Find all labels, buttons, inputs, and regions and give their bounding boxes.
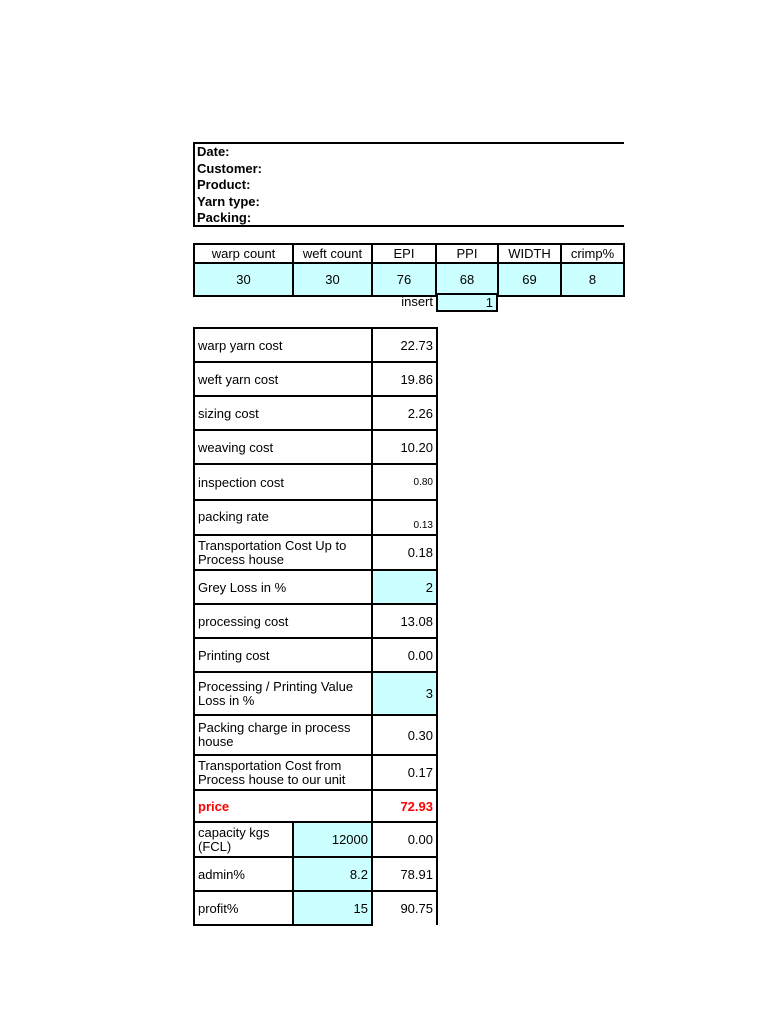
cost-value[interactable]: 0.13 — [372, 500, 437, 535]
customer-label: Customer: — [197, 160, 263, 176]
crimp-cell[interactable]: 8 — [561, 263, 624, 296]
extra-value[interactable]: 0.00 — [372, 822, 437, 857]
cost-label: weft yarn cost — [194, 362, 372, 396]
params-table — [193, 243, 625, 297]
cost-label: Printing cost — [194, 638, 372, 672]
price-value[interactable]: 72.93 — [372, 790, 437, 822]
cost-table — [193, 327, 438, 926]
width-cell[interactable]: 69 — [498, 263, 561, 296]
cost-label: Grey Loss in % — [194, 570, 372, 604]
cost-label: processing cost — [194, 604, 372, 638]
header-warp-count: warp count — [194, 244, 293, 263]
extra-value[interactable]: 90.75 — [372, 891, 437, 925]
extra-value[interactable]: 78.91 — [372, 857, 437, 891]
cost-label-text: Transportation Cost from Process house to our unit — [198, 757, 346, 787]
cost-label — [194, 535, 372, 570]
extra-label: profit% — [194, 891, 293, 925]
cost-value[interactable]: 10.20 — [372, 430, 437, 464]
cost-label-text: Packing charge in process house — [198, 720, 351, 749]
extra-input[interactable]: 15 — [293, 891, 372, 925]
header-epi: EPI — [372, 244, 436, 263]
header-ppi: PPI — [436, 244, 498, 263]
weft-count-cell[interactable]: 30 — [293, 263, 372, 296]
cost-label-text: Processing / Printing Value Loss in % — [198, 678, 354, 708]
extra-label — [194, 822, 293, 857]
extra-input[interactable]: 8.2 — [293, 857, 372, 891]
epi-cell[interactable]: 76 — [372, 263, 436, 296]
cost-value[interactable]: 0.00 — [372, 638, 437, 672]
cost-label-text: Transportation Cost Up to Process house — [198, 537, 347, 567]
header-width: WIDTH — [498, 244, 561, 263]
extra-label: admin% — [194, 857, 293, 891]
header-crimp: crimp% — [561, 244, 624, 263]
product-label: Product: — [197, 177, 251, 193]
cost-label: weaving cost — [194, 430, 372, 464]
cost-label: sizing cost — [194, 396, 372, 430]
date-label: Date: — [197, 144, 230, 159]
cost-value[interactable]: 0.30 — [372, 715, 437, 755]
warp-count-cell[interactable]: 30 — [194, 263, 293, 296]
cost-label: inspection cost — [194, 464, 372, 500]
extra-input[interactable]: 12000 — [293, 822, 372, 857]
cost-value[interactable]: 0.18 — [372, 535, 437, 570]
cost-value[interactable]: 2.26 — [372, 396, 437, 430]
cost-value[interactable]: 22.73 — [372, 328, 437, 362]
ppi-cell[interactable]: 68 — [436, 263, 498, 296]
packing-label: Packing: — [197, 210, 252, 226]
yarn-type-label: Yarn type: — [197, 193, 260, 209]
cost-value[interactable]: 0.80 — [372, 464, 437, 500]
header-block — [193, 142, 624, 227]
cost-label: packing rate — [194, 500, 372, 535]
cost-value[interactable]: 2 — [372, 570, 437, 604]
insert-cell[interactable]: 1 — [436, 293, 498, 312]
cost-value[interactable]: 13.08 — [372, 604, 437, 638]
insert-label: insert — [401, 294, 433, 309]
cost-label — [194, 715, 372, 755]
cost-value[interactable]: 0.17 — [372, 755, 437, 790]
cost-label: warp yarn cost — [194, 328, 372, 362]
cost-value[interactable]: 3 — [372, 672, 437, 715]
extra-label-text: capacity kgs (FCL) — [198, 824, 270, 854]
cost-value[interactable]: 19.86 — [372, 362, 437, 396]
header-weft-count: weft count — [293, 244, 372, 263]
price-label: price — [194, 790, 372, 822]
cost-label — [194, 672, 372, 715]
cost-label — [194, 755, 372, 790]
